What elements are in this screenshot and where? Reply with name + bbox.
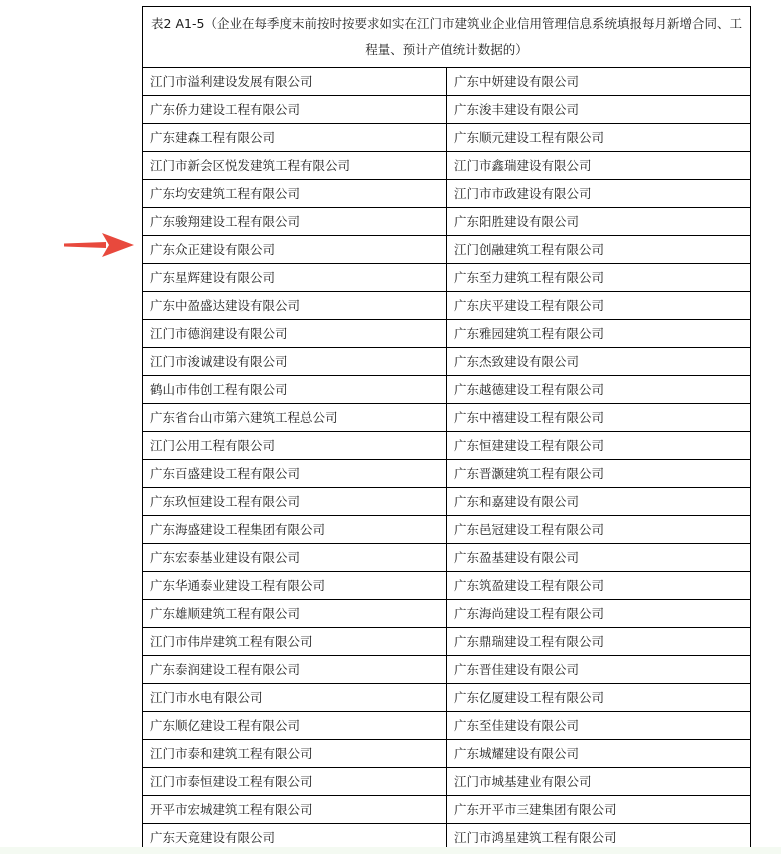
arrow-shaft (64, 242, 106, 248)
company-name-left: 广东泰润建设工程有限公司 (143, 656, 447, 684)
table-row (143, 404, 751, 432)
table-row (143, 740, 751, 768)
company-name-left: 江门市溢利建设发展有限公司 (143, 68, 447, 96)
bottom-strip (0, 847, 781, 854)
table-row (143, 320, 751, 348)
company-name-left: 广东玖恒建设工程有限公司 (143, 488, 447, 516)
table-row (143, 208, 751, 236)
company-name-left: 广东均安建筑工程有限公司 (143, 180, 447, 208)
company-name-right: 广东和嘉建设有限公司 (447, 488, 751, 516)
company-name-left: 江门市浚诚建设有限公司 (143, 348, 447, 376)
company-name-right: 广东中妍建设有限公司 (447, 68, 751, 96)
table-row (143, 768, 751, 796)
company-name-left: 广东众正建设有限公司 (143, 236, 447, 264)
company-name-left: 江门市新会区悦发建筑工程有限公司 (143, 152, 447, 180)
company-name-right: 广东鼎瑞建设工程有限公司 (447, 628, 751, 656)
company-name-right: 广东恒建建设工程有限公司 (447, 432, 751, 460)
table-row (143, 516, 751, 544)
red-arrow-icon (64, 233, 134, 257)
table-caption: 表2 A1-5（企业在每季度末前按时按要求如实在江门市建筑业企业信用管理信息系统填报每月新增合同、工程量、预计产值统计数据的） (143, 7, 751, 68)
arrow-head (102, 233, 134, 257)
company-name-right: 广东阳胜建设有限公司 (447, 208, 751, 236)
caption-row (143, 7, 751, 68)
company-table (142, 6, 751, 852)
company-name-left: 广东侨力建设工程有限公司 (143, 96, 447, 124)
company-name-left: 江门公用工程有限公司 (143, 432, 447, 460)
table-row (143, 180, 751, 208)
company-name-right: 广东庆平建设工程有限公司 (447, 292, 751, 320)
company-name-left: 广东天竟建设有限公司 (143, 824, 447, 852)
company-name-right: 广东杰致建设有限公司 (447, 348, 751, 376)
table-row (143, 460, 751, 488)
company-name-right: 江门市鸿星建筑工程有限公司 (447, 824, 751, 852)
table-row (143, 712, 751, 740)
company-name-left: 广东顺亿建设工程有限公司 (143, 712, 447, 740)
company-name-left: 江门市泰恒建设工程有限公司 (143, 768, 447, 796)
company-name-left: 广东海盛建设工程集团有限公司 (143, 516, 447, 544)
table-row (143, 432, 751, 460)
company-name-right: 广东晋灏建筑工程有限公司 (447, 460, 751, 488)
company-name-right: 广东至力建筑工程有限公司 (447, 264, 751, 292)
company-name-left: 广东雄顺建筑工程有限公司 (143, 600, 447, 628)
table-row (143, 236, 751, 264)
company-name-right: 广东晋佳建设有限公司 (447, 656, 751, 684)
company-name-right: 广东邑冠建设工程有限公司 (447, 516, 751, 544)
table-row (143, 348, 751, 376)
table-row (143, 544, 751, 572)
company-name-left: 广东百盛建设工程有限公司 (143, 460, 447, 488)
table-row (143, 152, 751, 180)
company-name-right: 江门市鑫瑞建设有限公司 (447, 152, 751, 180)
company-name-right: 广东盈基建设有限公司 (447, 544, 751, 572)
table-row (143, 292, 751, 320)
company-name-left: 广东建森工程有限公司 (143, 124, 447, 152)
company-name-right: 江门市市政建设有限公司 (447, 180, 751, 208)
company-name-right: 江门市城基建业有限公司 (447, 768, 751, 796)
company-name-left: 江门市水电有限公司 (143, 684, 447, 712)
table-row (143, 684, 751, 712)
company-name-left: 开平市宏城建筑工程有限公司 (143, 796, 447, 824)
company-name-left: 江门市伟岸建筑工程有限公司 (143, 628, 447, 656)
company-name-right: 江门创融建筑工程有限公司 (447, 236, 751, 264)
company-name-right: 广东雅园建筑工程有限公司 (447, 320, 751, 348)
table-row (143, 68, 751, 96)
company-name-left: 江门市德润建设有限公司 (143, 320, 447, 348)
company-name-right: 广东筑盈建设工程有限公司 (447, 572, 751, 600)
table-row (143, 124, 751, 152)
table-row (143, 96, 751, 124)
company-name-left: 江门市泰和建筑工程有限公司 (143, 740, 447, 768)
table-row (143, 488, 751, 516)
table-row (143, 656, 751, 684)
company-name-right: 广东顺元建设工程有限公司 (447, 124, 751, 152)
company-name-right: 广东城耀建设有限公司 (447, 740, 751, 768)
company-name-left: 广东星辉建设有限公司 (143, 264, 447, 292)
company-name-left: 鹤山市伟创工程有限公司 (143, 376, 447, 404)
company-name-right: 广东亿厦建设工程有限公司 (447, 684, 751, 712)
company-name-left: 广东宏泰基业建设有限公司 (143, 544, 447, 572)
company-name-right: 广东至佳建设有限公司 (447, 712, 751, 740)
company-name-right: 广东中禧建设工程有限公司 (447, 404, 751, 432)
table-row (143, 572, 751, 600)
company-name-left: 广东骏翔建设工程有限公司 (143, 208, 447, 236)
table-row (143, 796, 751, 824)
company-name-left: 广东华通泰业建设工程有限公司 (143, 572, 447, 600)
table-row (143, 376, 751, 404)
company-name-left: 广东中盈盛达建设有限公司 (143, 292, 447, 320)
company-name-right: 广东浚丰建设有限公司 (447, 96, 751, 124)
company-table-body (143, 7, 751, 852)
table-row (143, 600, 751, 628)
company-name-right: 广东越德建设工程有限公司 (447, 376, 751, 404)
table-row (143, 628, 751, 656)
table-row (143, 264, 751, 292)
company-name-right: 广东海尚建设工程有限公司 (447, 600, 751, 628)
company-name-right: 广东开平市三建集团有限公司 (447, 796, 751, 824)
company-name-left: 广东省台山市第六建筑工程总公司 (143, 404, 447, 432)
